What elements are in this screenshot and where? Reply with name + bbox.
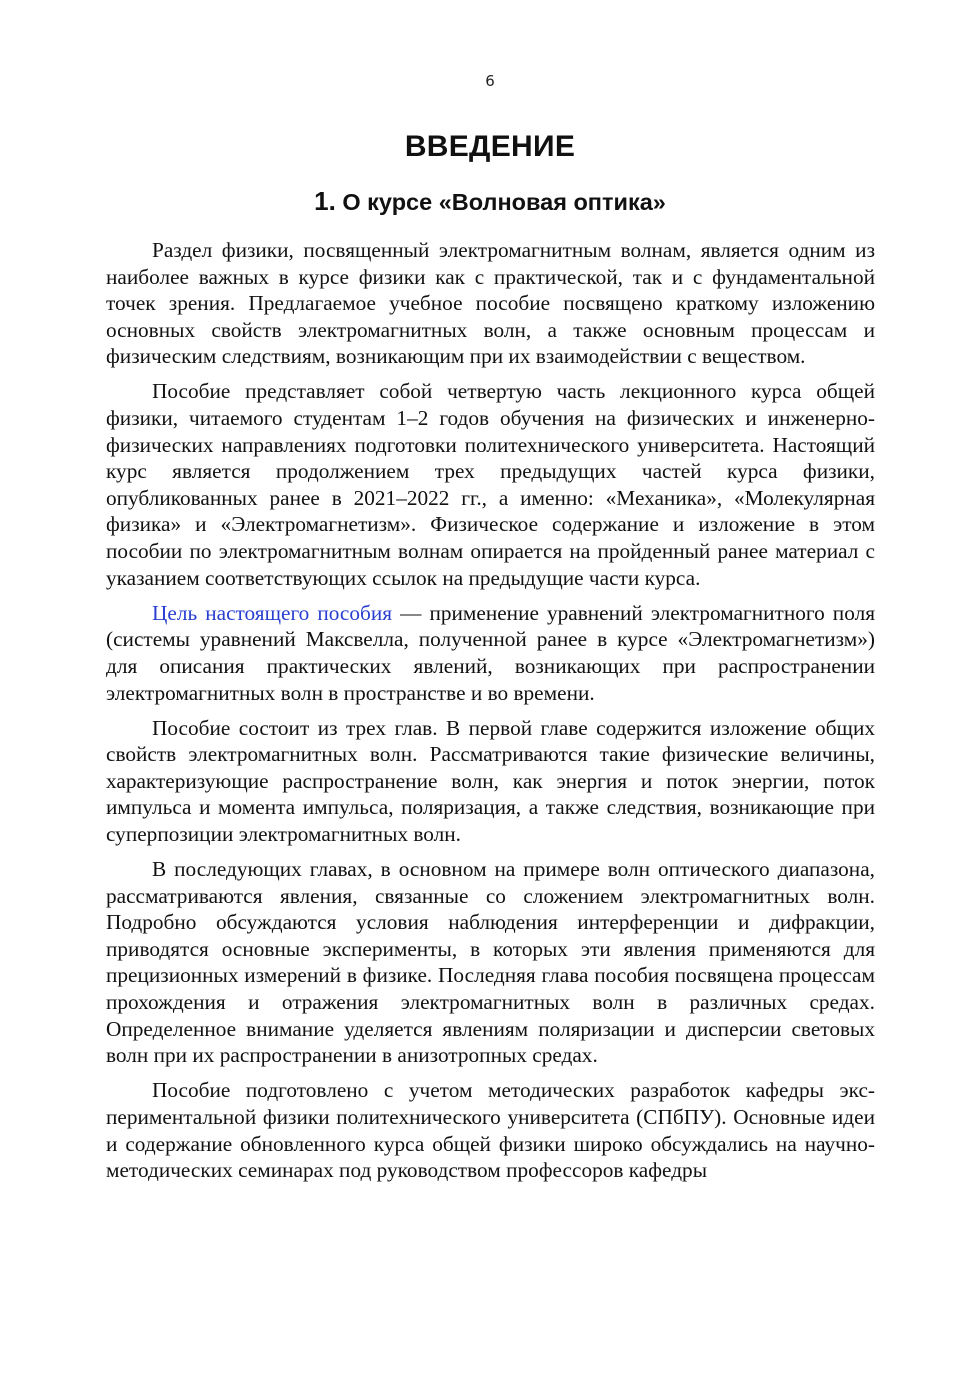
paragraph-acknowledgement: Пособие подготовлено с учетом методических разработок кафедры экспериментальной физики политехнического университета (СПбПУ). Основные идеи и содержание обновленного курса общей физики широко обсуждались на научно-методических семинарах под руководством профессоров кафедры bbox=[106, 1078, 875, 1183]
chapter-title: ВВЕДЕНИЕ bbox=[404, 130, 576, 163]
section-title-text: О курсе «Волновая оптика» bbox=[342, 189, 666, 215]
paragraph-chapters: Пособие состоит из трех глав. В первой главе содержится изложение общих свойств электромагнитных волн. Рассматриваются такие физические величины, характеризующие распространение волн, как энергия и поток энергии, поток импульса и момента импульса, поляризация, а также следствия, возникающие при суперпозиции электромагнитных волн. bbox=[106, 715, 875, 846]
paragraph-following-chapters: В последующих главах, в основном на примере волн оптического диапазона, рассматриваются явления, связанные со сложением электромагнитных волн. Подробно обсуждаются условия наблюдения интерференции и дифракции, приводятся основные эксперименты, в которых эти явления применяются для прецизионных измерений в физике. Последняя глава пособия посвящена процессам прохождения и отражения электромагнитных волн в различных средах. Определенное внимание уделяется явлениям поляризации и дисперсии световых волн при их распространении в анизотропных средах. bbox=[106, 857, 875, 1068]
paragraph-goal bbox=[106, 600, 875, 706]
goal-link[interactable]: Цель настоящего пособия bbox=[152, 600, 393, 625]
paragraph-intro: Раздел физики, посвященный электромагнитным волнам, является одним из наиболее важных в курсе физики как с практической, так и с фундаментальной точек зрения. Предлагаемое учебное пособие посвящено краткому изложению основных свойств электромагнитных волн, а также основным процессам и физическим следствиям, возникающим при их взаимодействии с веществом. bbox=[106, 238, 875, 369]
section-title bbox=[0, 186, 980, 217]
paragraph-course-part: Пособие представляет собой четвертую часть лекционного курса общей физики, читаемого студентам 1–2 годов обучения на физических и инженерно-физических направлениях подготовки политехнического университета. Настоящий курс является продолжением трех предыдущих частей курса физики, опубликованных ранее в 2021–2022 гг., а именно: «Механика», «Молекулярная физика» и «Электромагнетизм». Физическое содержание и изложение в этом пособии по электромагнитным волнам опирается на пройденный ранее материал с указанием соответствующих ссылок на предыдущие части курса. bbox=[106, 379, 875, 590]
section-number: 1. bbox=[314, 186, 336, 216]
page-number: 6 bbox=[485, 72, 495, 90]
goal-text: — применение уравнений электромагнитного поля (системы уравнений Максвелла, полученной ранее в курсе «Электромагнетизм») для описания практических явлений, возникающих при распространении электромагнитных волн в пространстве и во времени. bbox=[106, 600, 875, 705]
body-text bbox=[106, 237, 875, 1192]
